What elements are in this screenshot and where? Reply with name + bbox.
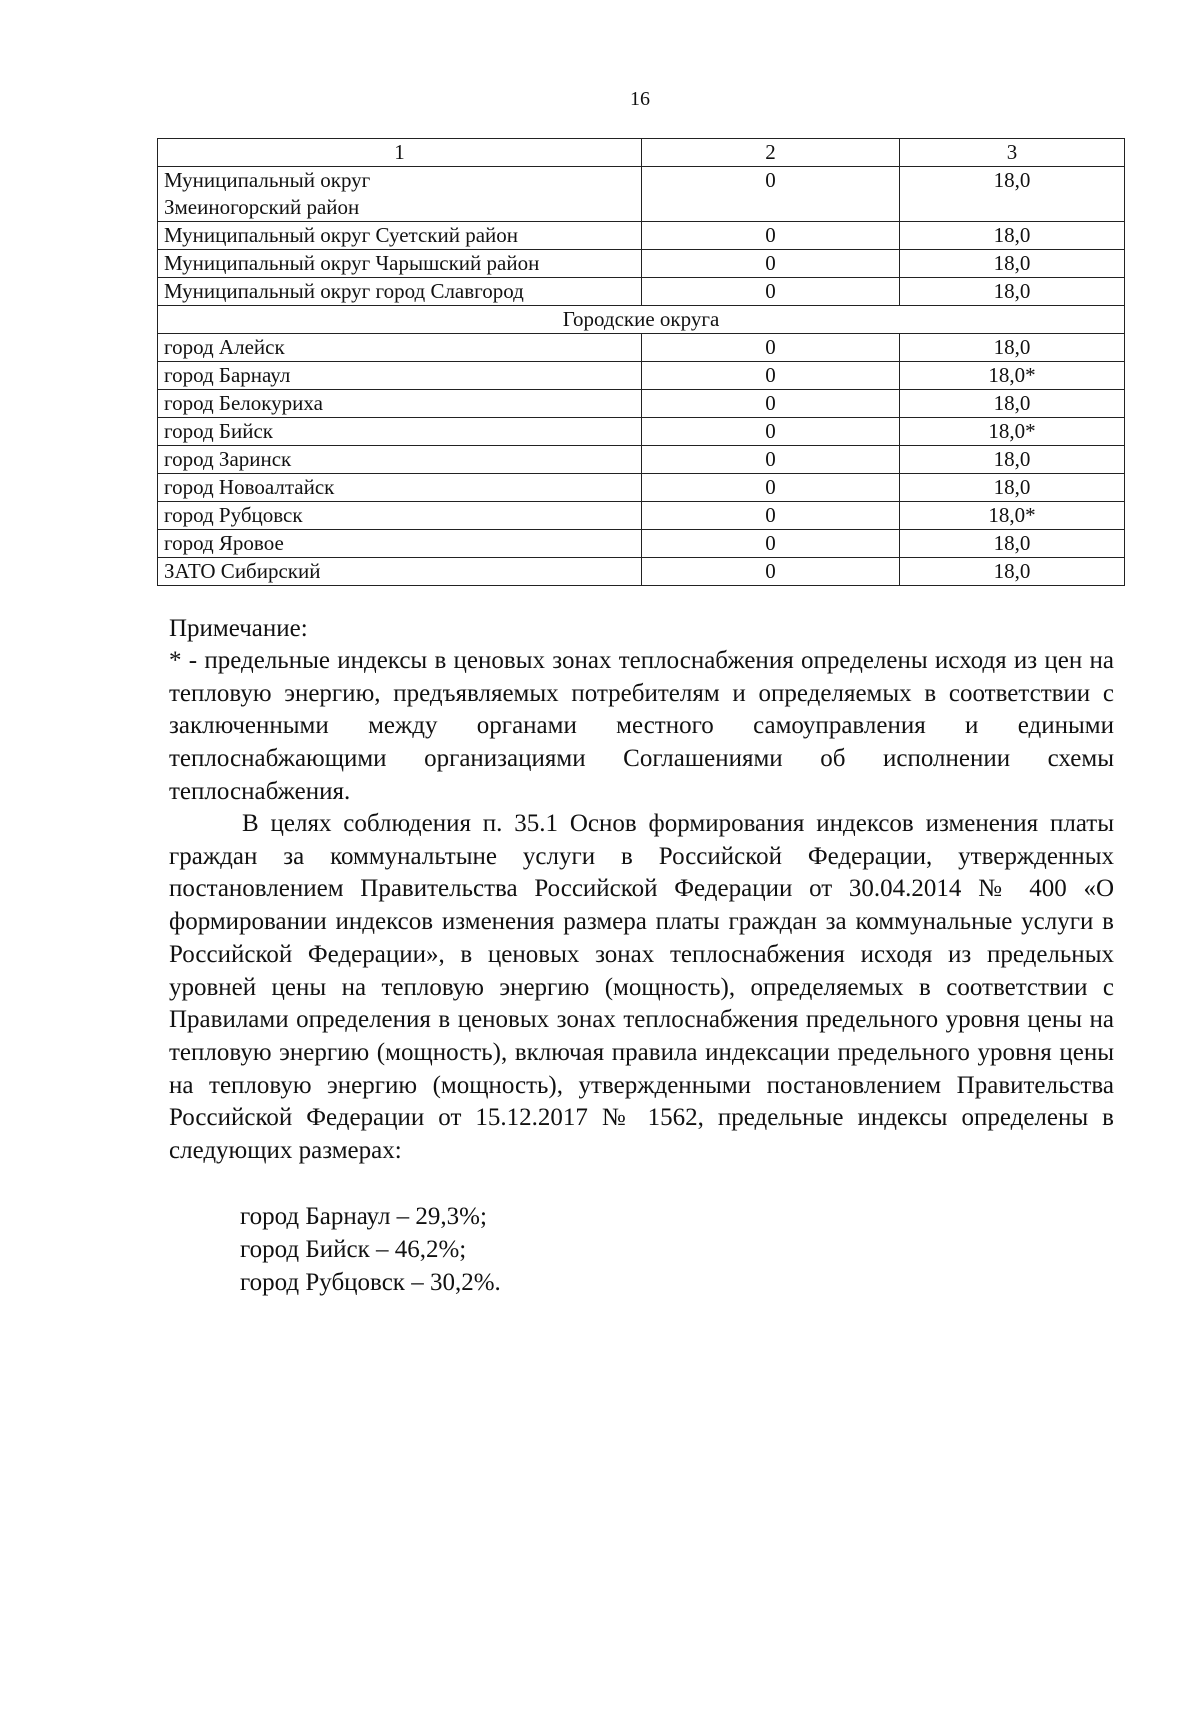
table-row [158, 446, 1125, 474]
city-name-cell: город Яровое [158, 530, 642, 558]
district-name-cell: Муниципальный округ Суетский район [158, 222, 642, 250]
table-header-cell: 2 [642, 139, 900, 167]
table-row [158, 334, 1125, 362]
table-header-row [158, 139, 1125, 167]
value-cell-col3: 18,0 [900, 530, 1125, 558]
city-name-cell: город Белокуриха [158, 390, 642, 418]
table-section-row [158, 306, 1125, 334]
table-row [158, 390, 1125, 418]
table-row [158, 502, 1125, 530]
value-cell-col3: 18,0 [900, 474, 1125, 502]
list-item: город Бийск – 46,2%; [240, 1236, 467, 1263]
city-name-cell: город Рубцовск [158, 502, 642, 530]
value-cell-col2: 0 [642, 334, 900, 362]
value-cell-col2: 0 [642, 222, 900, 250]
table-row [158, 474, 1125, 502]
value-cell-col2: 0 [642, 502, 900, 530]
note-text: * - предельные индексы в ценовых зонах теплоснабжения определены исходя из цен на тепловую энергию, предъявляемых потребителям и определяемых в соответствии с заключенными между органами местного самоуправления и едиными теплоснабжающими организациями Соглашениями об исполнении схемы теплоснабжения. [169, 647, 1114, 805]
value-cell-col2: 0 [642, 278, 900, 306]
value-cell-col3: 18,0* [900, 502, 1125, 530]
table-row [158, 250, 1125, 278]
value-cell-col3: 18,0 [900, 222, 1125, 250]
value-cell-col3: 18,0* [900, 418, 1125, 446]
district-name-cell: Муниципальный округ Чарышский район [158, 250, 642, 278]
value-cell-col3: 18,0 [900, 334, 1125, 362]
value-cell-col3: 18,0 [900, 167, 1125, 222]
city-name-cell: город Бийск [158, 418, 642, 446]
value-cell-col3: 18,0 [900, 390, 1125, 418]
table-row [158, 222, 1125, 250]
table-row [158, 530, 1125, 558]
value-cell-col2: 0 [642, 446, 900, 474]
city-name-cell: город Барнаул [158, 362, 642, 390]
indices-list [240, 1200, 501, 1299]
district-name-cell: Муниципальный округ город Славгород [158, 278, 642, 306]
city-name-cell: город Заринск [158, 446, 642, 474]
value-cell-col2: 0 [642, 530, 900, 558]
value-cell-col2: 0 [642, 250, 900, 278]
value-cell-col2: 0 [642, 418, 900, 446]
table-row [158, 278, 1125, 306]
value-cell-col3: 18,0 [900, 558, 1125, 586]
value-cell-col3: 18,0 [900, 250, 1125, 278]
city-name-cell: ЗАТО Сибирский [158, 558, 642, 586]
list-item: город Барнаул – 29,3%; [240, 1203, 487, 1230]
main-paragraph: В целях соблюдения п. 35.1 Основ формирования индексов изменения платы граждан за коммунальтыне услуги в Российской Федерации, утвержденных постановлением Правительства Российской Федерации от 30.04.2014 № 400 «О формировании индексов изменения размера платы граждан за коммунальные услуги в Российской Федерации», в ценовых зонах теплоснабжения исходя из предельных уровней цены на тепловую энергию (мощность), определяемых в соответствии с Правилами определения в ценовых зонах теплоснабжения предельного уровня цены на тепловую энергию (мощность), включая правила индексации предельного уровня цены на тепловую энергию (мощность), утвержденными постановлением Правительства Российской Федерации от 15.12.2017 № 1562, предельные индексы определены в следующих размерах: [169, 810, 1114, 1165]
table-row [158, 362, 1125, 390]
value-cell-col2: 0 [642, 390, 900, 418]
note-title: Примечание: [169, 615, 308, 642]
indices-table [157, 138, 1125, 586]
table-header-cell: 1 [158, 139, 642, 167]
value-cell-col3: 18,0 [900, 278, 1125, 306]
value-cell-col2: 0 [642, 362, 900, 390]
value-cell-col2: 0 [642, 167, 900, 222]
district-name-cell: Муниципальный округ Змеиногорский район [158, 167, 642, 222]
table-row [158, 558, 1125, 586]
city-name-cell: город Алейск [158, 334, 642, 362]
table-row [158, 418, 1125, 446]
value-cell-col2: 0 [642, 474, 900, 502]
value-cell-col3: 18,0 [900, 446, 1125, 474]
list-item: город Рубцовск – 30,2%. [240, 1269, 501, 1296]
city-name-cell: город Новоалтайск [158, 474, 642, 502]
value-cell-col3: 18,0* [900, 362, 1125, 390]
table-row [158, 167, 1125, 222]
section-title-urban-districts: Городские округа [158, 306, 1125, 334]
table-header-cell: 3 [900, 139, 1125, 167]
value-cell-col2: 0 [642, 558, 900, 586]
page-number: 16 [630, 88, 650, 110]
